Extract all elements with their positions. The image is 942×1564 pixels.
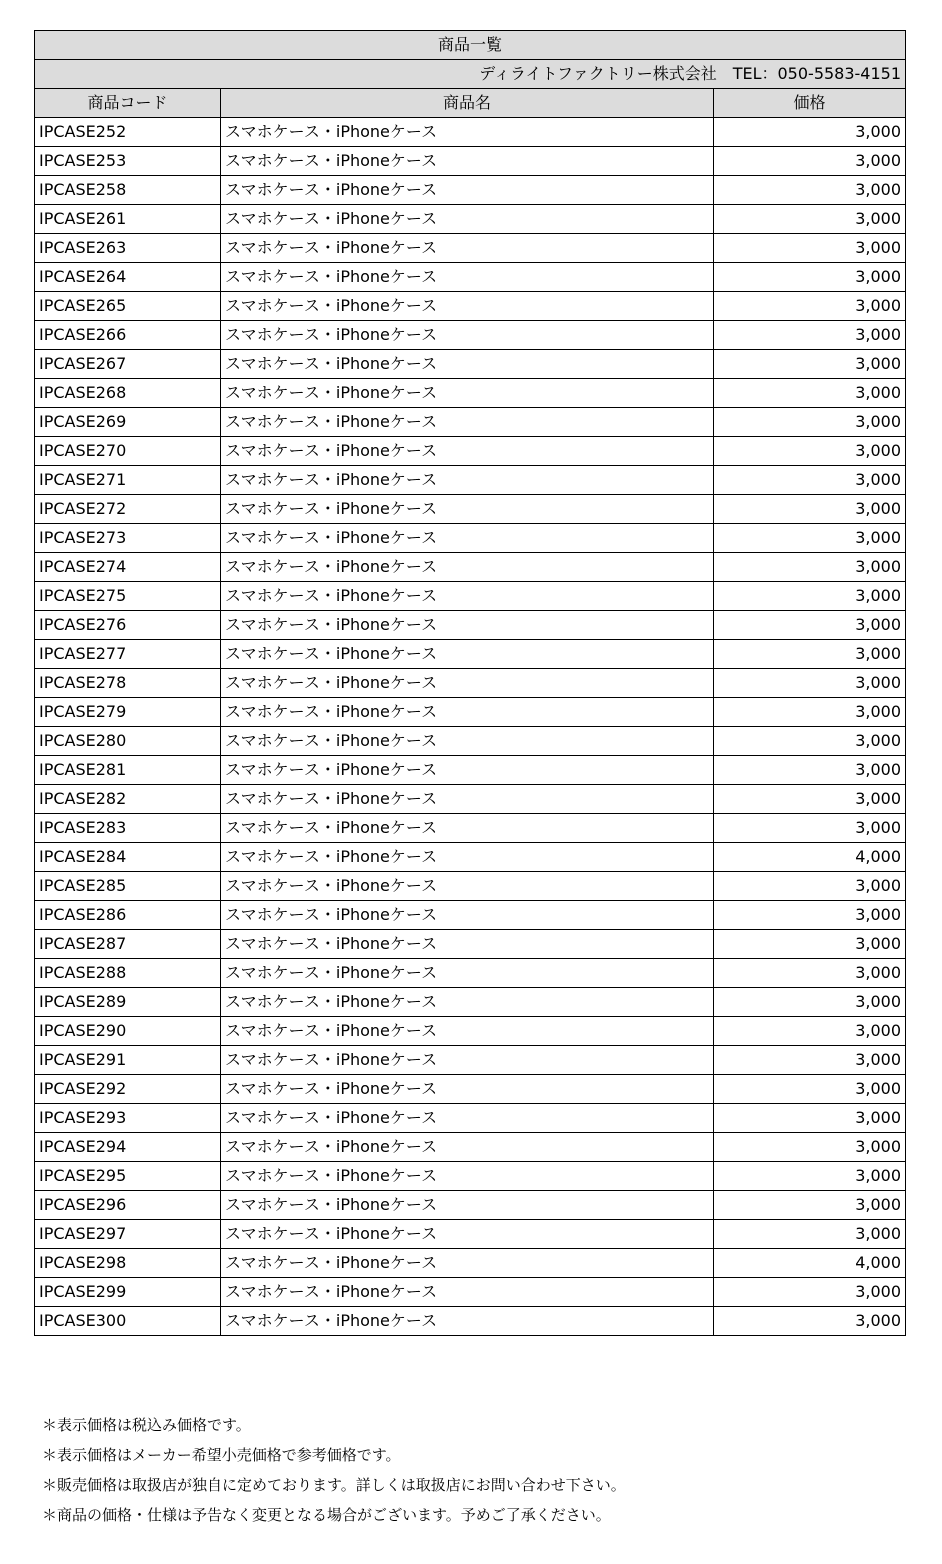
table-row [35, 1075, 906, 1104]
table-row [35, 959, 906, 988]
price-cell: 4,000 [714, 843, 906, 872]
price-cell: 3,000 [714, 611, 906, 640]
price-cell: 3,000 [714, 263, 906, 292]
product-code-cell: IPCASE271 [35, 466, 221, 495]
product-code-cell: IPCASE261 [35, 205, 221, 234]
product-code-cell: IPCASE265 [35, 292, 221, 321]
product-code-cell: IPCASE278 [35, 669, 221, 698]
price-cell: 3,000 [714, 930, 906, 959]
product-code-cell: IPCASE269 [35, 408, 221, 437]
price-cell: 3,000 [714, 785, 906, 814]
price-cell: 3,000 [714, 988, 906, 1017]
notes [42, 1410, 626, 1530]
product-name-cell: スマホケース・iPhoneケース [221, 1191, 714, 1220]
price-cell: 3,000 [714, 1133, 906, 1162]
product-name-cell: スマホケース・iPhoneケース [221, 350, 714, 379]
table-row [35, 785, 906, 814]
price-cell: 3,000 [714, 234, 906, 263]
product-code-cell: IPCASE281 [35, 756, 221, 785]
product-name-cell: スマホケース・iPhoneケース [221, 814, 714, 843]
table-row [35, 176, 906, 205]
product-name-cell: スマホケース・iPhoneケース [221, 234, 714, 263]
table-row [35, 756, 906, 785]
product-code-cell: IPCASE283 [35, 814, 221, 843]
product-code-cell: IPCASE298 [35, 1249, 221, 1278]
product-name-cell: スマホケース・iPhoneケース [221, 1220, 714, 1249]
product-name-cell: スマホケース・iPhoneケース [221, 437, 714, 466]
table-row [35, 408, 906, 437]
product-name-cell: スマホケース・iPhoneケース [221, 930, 714, 959]
product-code-cell: IPCASE253 [35, 147, 221, 176]
price-cell: 3,000 [714, 147, 906, 176]
product-name-cell: スマホケース・iPhoneケース [221, 698, 714, 727]
product-code-cell: IPCASE300 [35, 1307, 221, 1336]
column-header-code: 商品コード [35, 89, 221, 118]
table-row [35, 1104, 906, 1133]
price-cell: 3,000 [714, 205, 906, 234]
table-row [35, 466, 906, 495]
product-code-cell: IPCASE295 [35, 1162, 221, 1191]
price-cell: 4,000 [714, 1249, 906, 1278]
table-row [35, 1017, 906, 1046]
price-cell: 3,000 [714, 1307, 906, 1336]
table-row [35, 379, 906, 408]
price-cell: 3,000 [714, 408, 906, 437]
product-code-cell: IPCASE287 [35, 930, 221, 959]
table-row [35, 292, 906, 321]
product-name-cell: スマホケース・iPhoneケース [221, 292, 714, 321]
table-row [35, 234, 906, 263]
price-cell: 3,000 [714, 495, 906, 524]
price-cell: 3,000 [714, 176, 906, 205]
product-name-cell: スマホケース・iPhoneケース [221, 1307, 714, 1336]
table-row [35, 553, 906, 582]
product-code-cell: IPCASE272 [35, 495, 221, 524]
price-cell: 3,000 [714, 1046, 906, 1075]
product-code-cell: IPCASE289 [35, 988, 221, 1017]
price-cell: 3,000 [714, 379, 906, 408]
product-name-cell: スマホケース・iPhoneケース [221, 1046, 714, 1075]
product-code-cell: IPCASE299 [35, 1278, 221, 1307]
product-code-cell: IPCASE263 [35, 234, 221, 263]
price-cell: 3,000 [714, 959, 906, 988]
product-name-cell: スマホケース・iPhoneケース [221, 321, 714, 350]
price-cell: 3,000 [714, 1104, 906, 1133]
table-title: 商品一覧 [35, 31, 906, 60]
table-row [35, 814, 906, 843]
price-cell: 3,000 [714, 756, 906, 785]
note-item: ＊表示価格はメーカー希望小売価格で参考価格です。 [42, 1446, 401, 1464]
product-code-cell: IPCASE280 [35, 727, 221, 756]
product-name-cell: スマホケース・iPhoneケース [221, 1133, 714, 1162]
product-name-cell: スマホケース・iPhoneケース [221, 640, 714, 669]
product-code-cell: IPCASE277 [35, 640, 221, 669]
price-cell: 3,000 [714, 669, 906, 698]
table-row [35, 524, 906, 553]
product-name-cell: スマホケース・iPhoneケース [221, 147, 714, 176]
table-row [35, 1249, 906, 1278]
title-row [35, 31, 906, 60]
product-code-cell: IPCASE291 [35, 1046, 221, 1075]
product-name-cell: スマホケース・iPhoneケース [221, 553, 714, 582]
note-item: ＊表示価格は税込み価格です。 [42, 1416, 251, 1434]
price-cell: 3,000 [714, 350, 906, 379]
product-name-cell: スマホケース・iPhoneケース [221, 1104, 714, 1133]
company-contact: ディライトファクトリー株式会社 TEL：050-5583-4151 [35, 60, 906, 89]
company-row [35, 60, 906, 89]
product-name-cell: スマホケース・iPhoneケース [221, 872, 714, 901]
note-item: ＊販売価格は取扱店が独自に定めております。詳しくは取扱店にお問い合わせ下さい。 [42, 1476, 626, 1494]
product-code-cell: IPCASE286 [35, 901, 221, 930]
product-code-cell: IPCASE270 [35, 437, 221, 466]
product-name-cell: スマホケース・iPhoneケース [221, 495, 714, 524]
product-code-cell: IPCASE275 [35, 582, 221, 611]
product-list-table [34, 30, 906, 1336]
column-header-price: 価格 [714, 89, 906, 118]
product-code-cell: IPCASE290 [35, 1017, 221, 1046]
table-row [35, 988, 906, 1017]
product-name-cell: スマホケース・iPhoneケース [221, 1017, 714, 1046]
note-item: ＊商品の価格・仕様は予告なく変更となる場合がございます。予めご了承ください。 [42, 1506, 611, 1524]
product-code-cell: IPCASE276 [35, 611, 221, 640]
product-name-cell: スマホケース・iPhoneケース [221, 205, 714, 234]
product-code-cell: IPCASE296 [35, 1191, 221, 1220]
price-cell: 3,000 [714, 437, 906, 466]
product-code-cell: IPCASE252 [35, 118, 221, 147]
product-name-cell: スマホケース・iPhoneケース [221, 582, 714, 611]
product-name-cell: スマホケース・iPhoneケース [221, 901, 714, 930]
product-code-cell: IPCASE268 [35, 379, 221, 408]
table-row [35, 350, 906, 379]
product-code-cell: IPCASE292 [35, 1075, 221, 1104]
price-cell: 3,000 [714, 727, 906, 756]
product-code-cell: IPCASE273 [35, 524, 221, 553]
product-name-cell: スマホケース・iPhoneケース [221, 756, 714, 785]
price-cell: 3,000 [714, 292, 906, 321]
product-code-cell: IPCASE293 [35, 1104, 221, 1133]
product-code-cell: IPCASE294 [35, 1133, 221, 1162]
table-row [35, 1133, 906, 1162]
price-cell: 3,000 [714, 1191, 906, 1220]
price-cell: 3,000 [714, 1278, 906, 1307]
price-cell: 3,000 [714, 524, 906, 553]
product-name-cell: スマホケース・iPhoneケース [221, 669, 714, 698]
table-row [35, 1278, 906, 1307]
product-code-cell: IPCASE282 [35, 785, 221, 814]
product-name-cell: スマホケース・iPhoneケース [221, 785, 714, 814]
product-code-cell: IPCASE266 [35, 321, 221, 350]
product-name-cell: スマホケース・iPhoneケース [221, 176, 714, 205]
product-name-cell: スマホケース・iPhoneケース [221, 118, 714, 147]
price-cell: 3,000 [714, 814, 906, 843]
table-row [35, 1046, 906, 1075]
product-code-cell: IPCASE274 [35, 553, 221, 582]
table-row [35, 147, 906, 176]
product-code-cell: IPCASE258 [35, 176, 221, 205]
price-cell: 3,000 [714, 1075, 906, 1104]
column-header-name: 商品名 [221, 89, 714, 118]
table-row [35, 1162, 906, 1191]
column-header-row [35, 89, 906, 118]
table-row [35, 495, 906, 524]
product-code-cell: IPCASE264 [35, 263, 221, 292]
price-cell: 3,000 [714, 1017, 906, 1046]
price-cell: 3,000 [714, 582, 906, 611]
product-name-cell: スマホケース・iPhoneケース [221, 988, 714, 1017]
price-cell: 3,000 [714, 1220, 906, 1249]
table-row [35, 1307, 906, 1336]
table-row [35, 1191, 906, 1220]
price-cell: 3,000 [714, 1162, 906, 1191]
table-row [35, 901, 906, 930]
product-code-cell: IPCASE297 [35, 1220, 221, 1249]
table-row [35, 640, 906, 669]
product-name-cell: スマホケース・iPhoneケース [221, 727, 714, 756]
table-row [35, 669, 906, 698]
table-row [35, 263, 906, 292]
price-cell: 3,000 [714, 872, 906, 901]
table-body [35, 118, 906, 1336]
price-cell: 3,000 [714, 698, 906, 727]
product-code-cell: IPCASE288 [35, 959, 221, 988]
product-name-cell: スマホケース・iPhoneケース [221, 1278, 714, 1307]
price-cell: 3,000 [714, 118, 906, 147]
product-name-cell: スマホケース・iPhoneケース [221, 1249, 714, 1278]
price-cell: 3,000 [714, 553, 906, 582]
product-name-cell: スマホケース・iPhoneケース [221, 379, 714, 408]
product-name-cell: スマホケース・iPhoneケース [221, 408, 714, 437]
table-row [35, 930, 906, 959]
product-name-cell: スマホケース・iPhoneケース [221, 611, 714, 640]
product-name-cell: スマホケース・iPhoneケース [221, 1162, 714, 1191]
table-row [35, 321, 906, 350]
product-code-cell: IPCASE284 [35, 843, 221, 872]
table-row [35, 437, 906, 466]
product-code-cell: IPCASE267 [35, 350, 221, 379]
product-name-cell: スマホケース・iPhoneケース [221, 263, 714, 292]
price-cell: 3,000 [714, 901, 906, 930]
product-name-cell: スマホケース・iPhoneケース [221, 466, 714, 495]
table-row [35, 843, 906, 872]
table-row [35, 118, 906, 147]
table-row [35, 727, 906, 756]
price-cell: 3,000 [714, 640, 906, 669]
table-row [35, 872, 906, 901]
table-row [35, 582, 906, 611]
product-name-cell: スマホケース・iPhoneケース [221, 843, 714, 872]
product-code-cell: IPCASE285 [35, 872, 221, 901]
product-name-cell: スマホケース・iPhoneケース [221, 524, 714, 553]
product-name-cell: スマホケース・iPhoneケース [221, 959, 714, 988]
product-code-cell: IPCASE279 [35, 698, 221, 727]
table-row [35, 611, 906, 640]
table-row [35, 698, 906, 727]
table-row [35, 205, 906, 234]
table-row [35, 1220, 906, 1249]
price-cell: 3,000 [714, 321, 906, 350]
product-name-cell: スマホケース・iPhoneケース [221, 1075, 714, 1104]
price-cell: 3,000 [714, 466, 906, 495]
